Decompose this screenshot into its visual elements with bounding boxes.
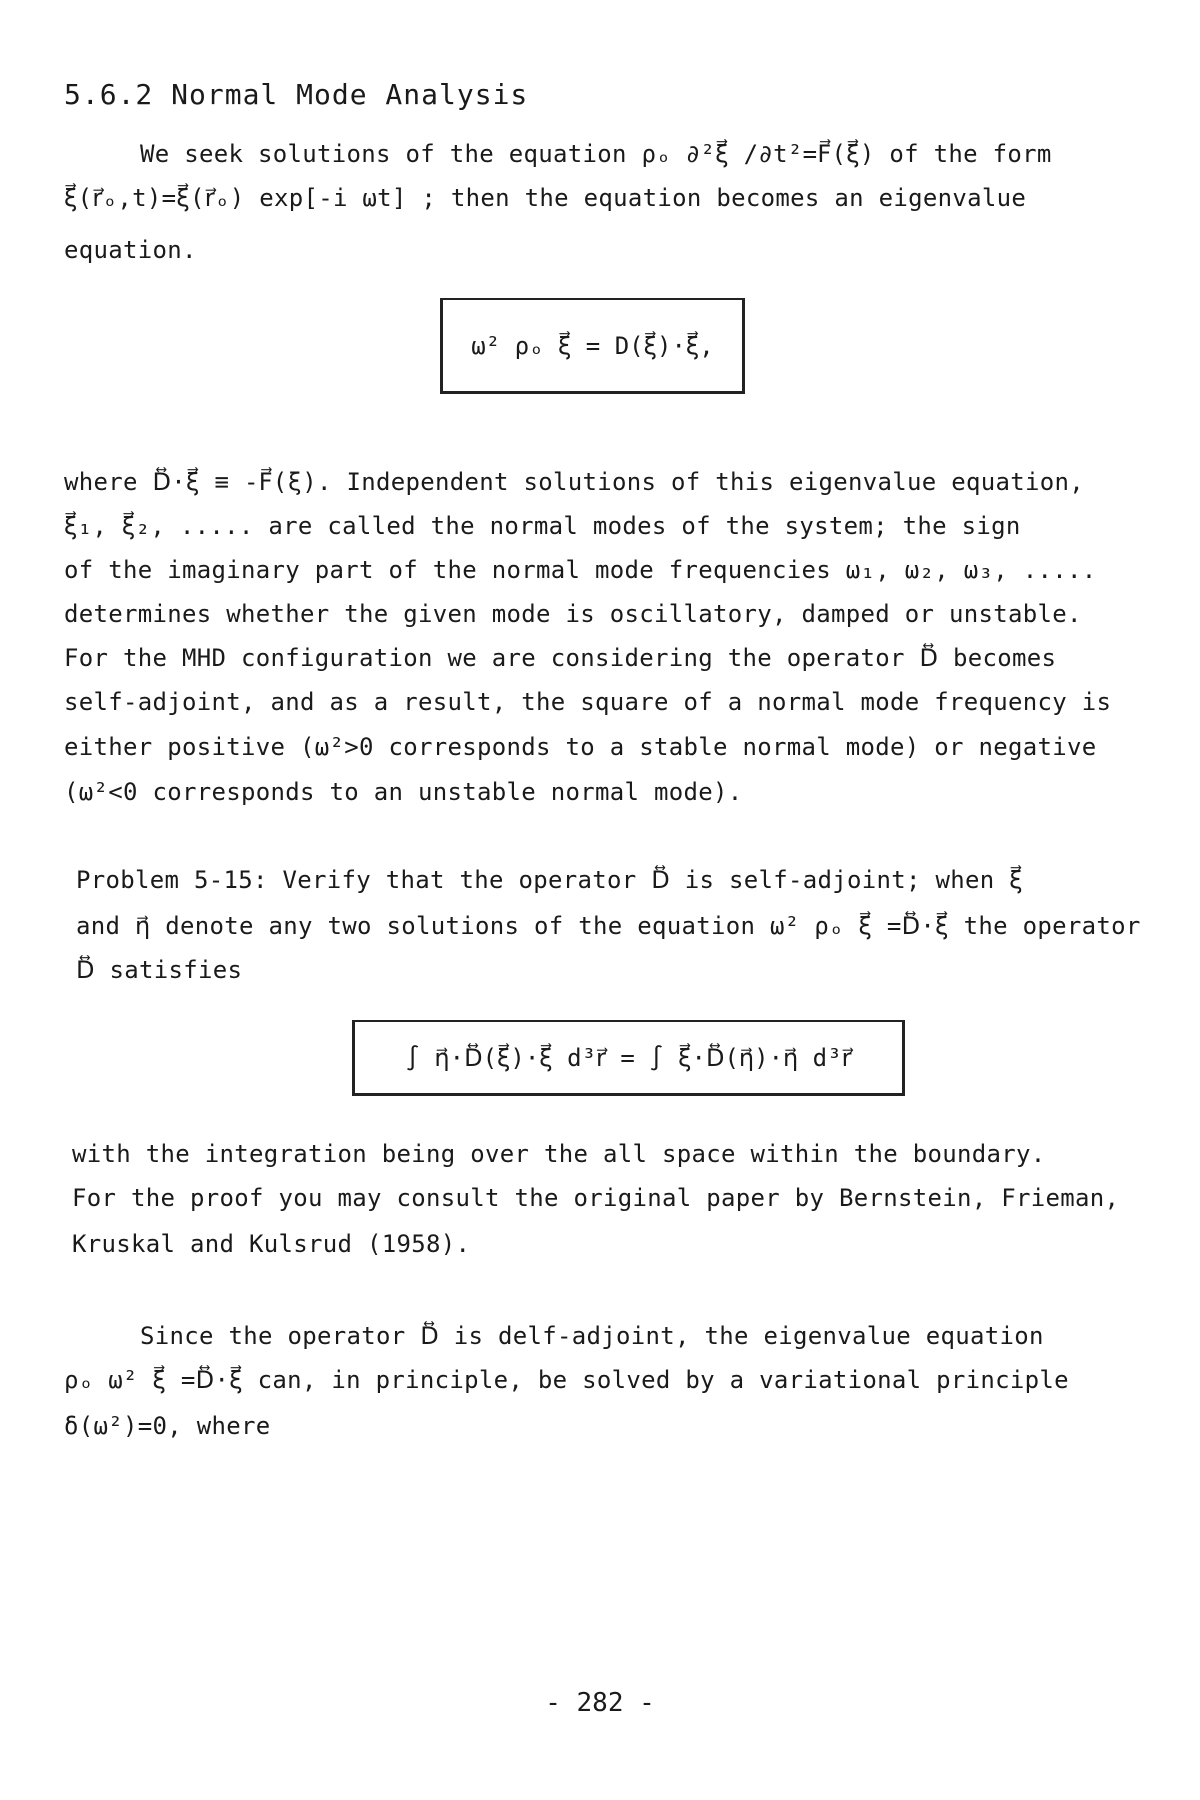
- equation-text: ω² ρₒ ξ⃗ = D(ξ⃗)·ξ⃗,: [471, 331, 714, 360]
- page-number: - 282 -: [545, 1688, 655, 1718]
- paragraph-line: We seek solutions of the equation ρₒ ∂²ξ⃗ /∂t²=F⃗(ξ⃗) of the form: [140, 140, 1052, 168]
- problem-line: D⃡ satisfies: [76, 956, 243, 984]
- paragraph-line: Kruskal and Kulsrud (1958).: [72, 1230, 471, 1258]
- paragraph-line: Since the operator D⃡ is delf-adjoint, the eigenvalue equation: [140, 1322, 1044, 1350]
- equation-text: ∫ η⃗·D⃡(ξ⃗)·ξ⃗ d³r⃗ = ∫ ξ⃗·D⃡(η⃗)·η⃗ d³r⃗: [405, 1043, 852, 1072]
- paragraph-line: self-adjoint, and as a result, the square of a normal mode frequency is: [64, 688, 1112, 716]
- paragraph-line: equation.: [64, 236, 197, 264]
- paragraph-line: of the imaginary part of the normal mode frequencies ω₁, ω₂, ω₃, .....: [64, 556, 1097, 584]
- paragraph-line: with the integration being over the all space within the boundary.: [72, 1140, 1046, 1168]
- paragraph-line: For the proof you may consult the original paper by Bernstein, Frieman,: [72, 1184, 1120, 1212]
- problem-line: Problem 5-15: Verify that the operator D⃡ is self-adjoint; when ξ⃗: [76, 866, 1023, 894]
- paragraph-line: (ω²<0 corresponds to an unstable normal mode).: [64, 778, 743, 806]
- paragraph-line: determines whether the given mode is oscillatory, damped or unstable.: [64, 600, 1082, 628]
- paragraph-line: For the MHD configuration we are considering the operator D⃡ becomes: [64, 644, 1057, 672]
- section-title: 5.6.2 Normal Mode Analysis: [64, 78, 529, 111]
- boxed-equation: [352, 1020, 905, 1096]
- paragraph-line: ρₒ ω² ξ⃗ =D⃡·ξ⃗ can, in principle, be solved by a variational principle: [64, 1366, 1069, 1394]
- paragraph-line: δ(ω²)=0, where: [64, 1412, 271, 1440]
- paragraph-line: either positive (ω²>0 corresponds to a stable normal mode) or negative: [64, 733, 1097, 761]
- boxed-equation: [440, 298, 745, 394]
- paragraph-line: where D⃡·ξ⃗ ≡ -F⃗(ξ). Independent solutions of this eigenvalue equation,: [64, 468, 1085, 496]
- problem-line: and η⃗ denote any two solutions of the equation ω² ρₒ ξ⃗ =D⃡·ξ⃗ the operator: [76, 912, 1141, 940]
- paragraph-line: ξ⃗₁, ξ⃗₂, ..... are called the normal modes of the system; the sign: [64, 512, 1021, 540]
- paragraph-line: ξ⃗(r⃗ₒ,t)=ξ⃗(r⃗ₒ) exp[-i ωt] ; then the equation becomes an eigenvalue: [64, 184, 1027, 212]
